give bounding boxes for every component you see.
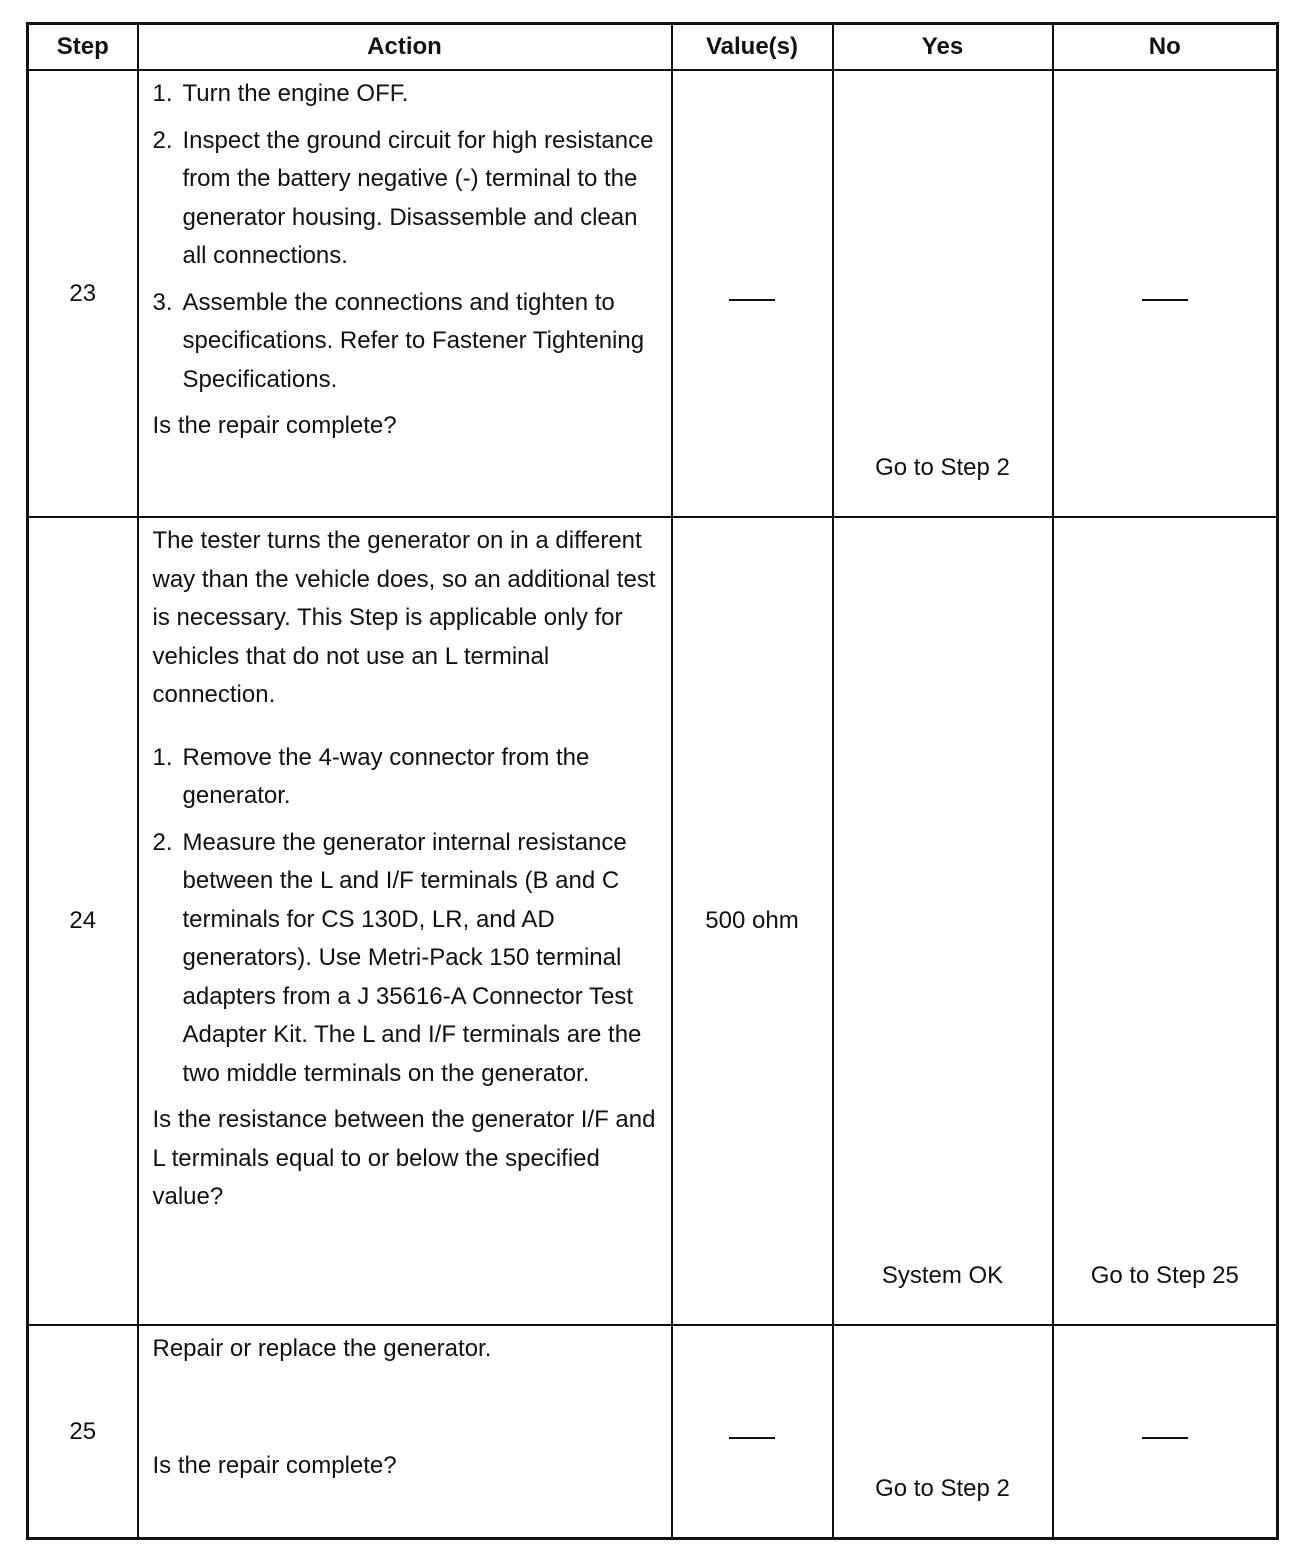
step-text: Turn the engine OFF. bbox=[182, 80, 409, 107]
yes-result: Go to Step 2 bbox=[875, 454, 1010, 482]
action-question: Is the resistance between the generator I/F and L terminals equal to or below the specified value? bbox=[152, 1106, 656, 1211]
header-row bbox=[28, 24, 1278, 71]
step-index: 3. bbox=[152, 288, 173, 316]
no-result bbox=[1054, 280, 1277, 308]
no-result bbox=[1054, 1418, 1277, 1446]
step-text: Inspect the ground circuit for high resistance from the battery negative (-) terminal to the generator housing. Disassemble and clean all connections. bbox=[182, 126, 654, 269]
no-result: Go to Step 25 bbox=[1090, 1262, 1239, 1290]
header-values: Value(s) bbox=[672, 24, 833, 71]
yes-cell bbox=[833, 70, 1053, 517]
action-steps bbox=[153, 739, 661, 1094]
header-action: Action bbox=[138, 24, 672, 71]
empty-value-dash bbox=[729, 1437, 775, 1439]
empty-value-dash bbox=[729, 299, 775, 301]
header-no: No bbox=[1053, 24, 1278, 71]
action-step bbox=[153, 122, 661, 276]
header-step: Step bbox=[28, 24, 138, 71]
step-number: 23 bbox=[28, 70, 138, 517]
action-step bbox=[153, 75, 661, 114]
step-index: 2. bbox=[152, 126, 173, 154]
yes-result: System OK bbox=[881, 1262, 1004, 1290]
yes-cell bbox=[833, 517, 1053, 1325]
step-text: Remove the 4-way connector from the generator. bbox=[182, 743, 590, 810]
value-cell: 500 ohm bbox=[672, 517, 833, 1325]
action-intro: Repair or replace the generator. bbox=[152, 1335, 492, 1363]
action-question: Is the repair complete? bbox=[152, 1451, 397, 1479]
action-intro: The tester turns the generator on in a different way than the vehicle does, so an additional test is necessary. This Step is applicable only for vehicles that do not use an L terminal connection. bbox=[152, 527, 656, 709]
diagnostic-table bbox=[26, 22, 1279, 1540]
step-index: 1. bbox=[152, 80, 173, 107]
step-index: 2. bbox=[152, 828, 173, 856]
no-cell bbox=[1053, 70, 1278, 517]
header-yes: Yes bbox=[833, 24, 1053, 71]
action-question: Is the repair complete? bbox=[152, 412, 397, 439]
action-cell bbox=[138, 517, 672, 1325]
action-step bbox=[153, 824, 661, 1094]
action-steps bbox=[153, 75, 661, 399]
action-step bbox=[153, 284, 661, 400]
step-index: 1. bbox=[152, 743, 173, 771]
yes-cell bbox=[833, 1325, 1053, 1538]
empty-no-dash bbox=[1142, 299, 1188, 301]
diagnostic-table-container bbox=[26, 22, 1276, 1540]
value-cell bbox=[672, 1325, 833, 1538]
no-cell bbox=[1053, 517, 1278, 1325]
step-number: 24 bbox=[28, 517, 138, 1325]
yes-result: Go to Step 2 bbox=[875, 1475, 1010, 1502]
step-text: Measure the generator internal resistance between the L and I/F terminals (B and C terminals for CS 130D, LR, and AD generators). Use Metri-Pack 150 terminal adapters from a J 35616-A Connector Test Adapter Kit. The L and I/F terminals are the two middle terminals on the generator. bbox=[182, 828, 642, 1087]
table-row-step-24 bbox=[28, 517, 1278, 1325]
table-row-step-25 bbox=[28, 1325, 1278, 1538]
no-cell bbox=[1053, 1325, 1278, 1538]
value-cell bbox=[672, 70, 833, 517]
step-number: 25 bbox=[28, 1325, 138, 1538]
step-text: Assemble the connections and tighten to specifications. Refer to Fastener Tightening Specifications. bbox=[182, 288, 645, 393]
action-cell bbox=[138, 70, 672, 517]
empty-no-dash bbox=[1142, 1437, 1188, 1439]
table-row-step-23 bbox=[28, 70, 1278, 517]
action-step bbox=[153, 739, 661, 816]
action-cell bbox=[138, 1325, 672, 1538]
